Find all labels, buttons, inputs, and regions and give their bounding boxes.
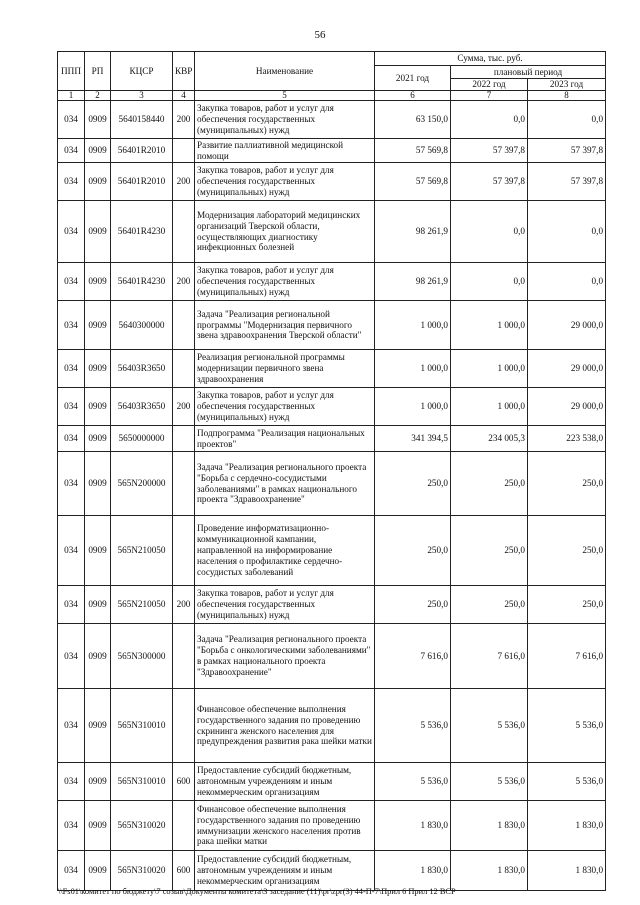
cell-v2021: 341 394,5 bbox=[375, 426, 451, 452]
cell-name: Закупка товаров, работ и услуг для обеспечения государственных (муниципальных) нужд bbox=[195, 586, 375, 624]
cell-name: Реализация региональной программы модернизации первичного звена здравоохранения bbox=[195, 350, 375, 388]
cell-v2023: 250,0 bbox=[528, 586, 606, 624]
cell-ppp: 034 bbox=[58, 426, 85, 452]
cell-rp: 0909 bbox=[85, 689, 111, 763]
cell-ppp: 034 bbox=[58, 301, 85, 350]
cell-kvr: 200 bbox=[173, 163, 195, 201]
cell-name: Закупка товаров, работ и услуг для обеспечения государственных (муниципальных) нужд bbox=[195, 263, 375, 301]
cell-kvr bbox=[173, 516, 195, 586]
cell-v2023: 250,0 bbox=[528, 516, 606, 586]
header-sum: Сумма, тыс. руб. bbox=[375, 52, 606, 66]
table-row bbox=[58, 201, 606, 263]
cell-ppp: 034 bbox=[58, 139, 85, 163]
cell-v2023: 1 830,0 bbox=[528, 801, 606, 851]
cell-kvr: 600 bbox=[173, 851, 195, 891]
cell-v2023: 0,0 bbox=[528, 201, 606, 263]
cell-ppp: 034 bbox=[58, 516, 85, 586]
cell-kvr: 200 bbox=[173, 263, 195, 301]
cell-v2021: 250,0 bbox=[375, 452, 451, 516]
cell-ppp: 034 bbox=[58, 350, 85, 388]
cell-v2023: 1 830,0 bbox=[528, 851, 606, 891]
cell-name: Развитие паллиативной медицинской помощи bbox=[195, 139, 375, 163]
cell-rp: 0909 bbox=[85, 426, 111, 452]
cell-name: Проведение информатизационно-коммуникационной кампании, направленной на информирование населения о профилактике сердечно-сосудистых заболеваний bbox=[195, 516, 375, 586]
cell-rp: 0909 bbox=[85, 388, 111, 426]
cell-v2023: 5 536,0 bbox=[528, 689, 606, 763]
cell-v2021: 1 000,0 bbox=[375, 350, 451, 388]
cell-v2022: 1 000,0 bbox=[451, 301, 528, 350]
cell-v2021: 5 536,0 bbox=[375, 763, 451, 801]
cell-rp: 0909 bbox=[85, 163, 111, 201]
cell-rp: 0909 bbox=[85, 763, 111, 801]
cell-kcsr: 56403R3650 bbox=[111, 350, 173, 388]
cell-v2021: 250,0 bbox=[375, 586, 451, 624]
cell-v2021: 7 616,0 bbox=[375, 624, 451, 689]
cell-v2022: 5 536,0 bbox=[451, 689, 528, 763]
cell-ppp: 034 bbox=[58, 763, 85, 801]
header-kcsr: КЦСР bbox=[111, 52, 173, 91]
cell-name: Предоставление субсидий бюджетным, автономным учреждениям и иным некоммерческим организациям bbox=[195, 763, 375, 801]
cell-v2023: 57 397,8 bbox=[528, 163, 606, 201]
header-kvr: КВР bbox=[173, 52, 195, 91]
cell-v2022: 1 000,0 bbox=[451, 388, 528, 426]
col-number: 6 bbox=[375, 91, 451, 101]
cell-kcsr: 565N310020 bbox=[111, 851, 173, 891]
cell-kcsr: 5640158440 bbox=[111, 101, 173, 139]
cell-v2023: 223 538,0 bbox=[528, 426, 606, 452]
cell-kcsr: 56401R4230 bbox=[111, 263, 173, 301]
table-row bbox=[58, 801, 606, 851]
cell-ppp: 034 bbox=[58, 163, 85, 201]
cell-kcsr: 565N300000 bbox=[111, 624, 173, 689]
cell-v2022: 1 000,0 bbox=[451, 350, 528, 388]
table-row bbox=[58, 426, 606, 452]
cell-rp: 0909 bbox=[85, 301, 111, 350]
table-row bbox=[58, 101, 606, 139]
cell-rp: 0909 bbox=[85, 452, 111, 516]
cell-ppp: 034 bbox=[58, 101, 85, 139]
cell-v2022: 234 005,3 bbox=[451, 426, 528, 452]
cell-name: Предоставление субсидий бюджетным, автономным учреждениям и иным некоммерческим организациям bbox=[195, 851, 375, 891]
cell-ppp: 034 bbox=[58, 851, 85, 891]
table-body bbox=[58, 101, 606, 891]
cell-v2021: 1 830,0 bbox=[375, 851, 451, 891]
cell-kvr bbox=[173, 139, 195, 163]
table-row bbox=[58, 763, 606, 801]
cell-kcsr: 56401R2010 bbox=[111, 163, 173, 201]
cell-name: Закупка товаров, работ и услуг для обеспечения государственных (муниципальных) нужд bbox=[195, 163, 375, 201]
cell-v2022: 1 830,0 bbox=[451, 851, 528, 891]
cell-kvr: 200 bbox=[173, 586, 195, 624]
cell-v2022: 1 830,0 bbox=[451, 801, 528, 851]
cell-rp: 0909 bbox=[85, 263, 111, 301]
header-2022: 2022 год bbox=[451, 79, 528, 91]
header-name: Наименование bbox=[195, 52, 375, 91]
cell-rp: 0909 bbox=[85, 624, 111, 689]
table-row bbox=[58, 516, 606, 586]
cell-name: Закупка товаров, работ и услуг для обеспечения государственных (муниципальных) нужд bbox=[195, 101, 375, 139]
cell-kcsr: 565N210050 bbox=[111, 516, 173, 586]
cell-v2021: 57 569,8 bbox=[375, 163, 451, 201]
table-row bbox=[58, 624, 606, 689]
cell-v2022: 5 536,0 bbox=[451, 763, 528, 801]
cell-v2023: 29 000,0 bbox=[528, 301, 606, 350]
cell-kvr bbox=[173, 452, 195, 516]
cell-v2023: 57 397,8 bbox=[528, 139, 606, 163]
cell-v2023: 0,0 bbox=[528, 101, 606, 139]
cell-v2021: 1 000,0 bbox=[375, 388, 451, 426]
cell-rp: 0909 bbox=[85, 801, 111, 851]
cell-v2021: 57 569,8 bbox=[375, 139, 451, 163]
cell-v2022: 57 397,8 bbox=[451, 163, 528, 201]
table-row bbox=[58, 586, 606, 624]
cell-v2023: 5 536,0 bbox=[528, 763, 606, 801]
cell-kvr: 600 bbox=[173, 763, 195, 801]
header-rp: РП bbox=[85, 52, 111, 91]
cell-kvr bbox=[173, 201, 195, 263]
cell-v2021: 5 536,0 bbox=[375, 689, 451, 763]
cell-v2021: 1 830,0 bbox=[375, 801, 451, 851]
cell-v2021: 98 261,9 bbox=[375, 201, 451, 263]
cell-name: Модернизация лабораторий медицинских организаций Тверской области, осуществляющих диагностику инфекционных болезней bbox=[195, 201, 375, 263]
cell-v2021: 63 150,0 bbox=[375, 101, 451, 139]
col-number: 2 bbox=[85, 91, 111, 101]
cell-name: Финансовое обеспечение выполнения государственного задания по проведению иммунизации женского населения против рака шейки матки bbox=[195, 801, 375, 851]
cell-kcsr: 565N200000 bbox=[111, 452, 173, 516]
cell-ppp: 034 bbox=[58, 801, 85, 851]
cell-v2023: 0,0 bbox=[528, 263, 606, 301]
cell-ppp: 034 bbox=[58, 388, 85, 426]
cell-ppp: 034 bbox=[58, 586, 85, 624]
cell-v2022: 0,0 bbox=[451, 201, 528, 263]
cell-ppp: 034 bbox=[58, 201, 85, 263]
table-row bbox=[58, 689, 606, 763]
page-number: 56 bbox=[314, 29, 326, 41]
col-number: 3 bbox=[111, 91, 173, 101]
col-number: 4 bbox=[173, 91, 195, 101]
budget-table bbox=[57, 51, 606, 891]
table-row bbox=[58, 452, 606, 516]
col-number: 8 bbox=[528, 91, 606, 101]
cell-name: Закупка товаров, работ и услуг для обеспечения государственных (муниципальных) нужд bbox=[195, 388, 375, 426]
cell-kcsr: 56403R3650 bbox=[111, 388, 173, 426]
cell-v2022: 250,0 bbox=[451, 516, 528, 586]
cell-kcsr: 5650000000 bbox=[111, 426, 173, 452]
cell-ppp: 034 bbox=[58, 624, 85, 689]
cell-kvr bbox=[173, 426, 195, 452]
cell-v2021: 1 000,0 bbox=[375, 301, 451, 350]
cell-name: Финансовое обеспечение выполнения государственного задания по проведению скрининга женского населения для предупреждения развития рака шейки матки bbox=[195, 689, 375, 763]
cell-rp: 0909 bbox=[85, 851, 111, 891]
cell-kcsr: 565N310020 bbox=[111, 801, 173, 851]
cell-kvr bbox=[173, 350, 195, 388]
table-row bbox=[58, 263, 606, 301]
cell-v2022: 7 616,0 bbox=[451, 624, 528, 689]
header-2021: 2021 год bbox=[375, 66, 451, 91]
cell-v2023: 250,0 bbox=[528, 452, 606, 516]
cell-ppp: 034 bbox=[58, 452, 85, 516]
cell-kcsr: 56401R4230 bbox=[111, 201, 173, 263]
cell-v2022: 0,0 bbox=[451, 101, 528, 139]
cell-v2023: 7 616,0 bbox=[528, 624, 606, 689]
cell-kvr bbox=[173, 624, 195, 689]
cell-name: Подпрограмма "Реализация национальных проектов" bbox=[195, 426, 375, 452]
cell-v2022: 250,0 bbox=[451, 452, 528, 516]
cell-rp: 0909 bbox=[85, 586, 111, 624]
cell-rp: 0909 bbox=[85, 350, 111, 388]
cell-rp: 0909 bbox=[85, 201, 111, 263]
cell-v2023: 29 000,0 bbox=[528, 350, 606, 388]
cell-rp: 0909 bbox=[85, 101, 111, 139]
cell-v2021: 98 261,9 bbox=[375, 263, 451, 301]
cell-kvr bbox=[173, 689, 195, 763]
cell-ppp: 034 bbox=[58, 689, 85, 763]
header-ppp: ППП bbox=[58, 52, 85, 91]
cell-kcsr: 565N310010 bbox=[111, 763, 173, 801]
col-number: 7 bbox=[451, 91, 528, 101]
table-row bbox=[58, 139, 606, 163]
cell-kcsr: 565N210050 bbox=[111, 586, 173, 624]
cell-v2023: 29 000,0 bbox=[528, 388, 606, 426]
file-path-footer: \\Fs01\комитет по бюджету\7 созыв\Документы комитета\3 заседание (11)\pr\zpr(3) 44-П-7\Прил 6 Прил 12 ВСР bbox=[58, 887, 456, 896]
col-number: 1 bbox=[58, 91, 85, 101]
col-number: 5 bbox=[195, 91, 375, 101]
cell-rp: 0909 bbox=[85, 139, 111, 163]
cell-name: Задача "Реализация регионального проекта "Борьба с онкологическими заболеваниями" в рамках национального проекта "Здравоохранение" bbox=[195, 624, 375, 689]
cell-kcsr: 56401R2010 bbox=[111, 139, 173, 163]
cell-v2022: 250,0 bbox=[451, 586, 528, 624]
table-row bbox=[58, 388, 606, 426]
cell-name: Задача "Реализация регионального проекта "Борьба с сердечно-сосудистыми заболеваниями" в рамках национального проекта "Здравоохранение" bbox=[195, 452, 375, 516]
header-2023: 2023 год bbox=[528, 79, 606, 91]
cell-kvr: 200 bbox=[173, 101, 195, 139]
table-row bbox=[58, 301, 606, 350]
table-row bbox=[58, 163, 606, 201]
cell-name: Задача "Реализация региональной программы "Модернизация первичного звена здравоохранения Тверской области" bbox=[195, 301, 375, 350]
cell-rp: 0909 bbox=[85, 516, 111, 586]
cell-v2022: 0,0 bbox=[451, 263, 528, 301]
cell-kcsr: 5640300000 bbox=[111, 301, 173, 350]
table-row bbox=[58, 851, 606, 891]
cell-v2021: 250,0 bbox=[375, 516, 451, 586]
cell-kvr bbox=[173, 801, 195, 851]
table-row bbox=[58, 350, 606, 388]
cell-v2022: 57 397,8 bbox=[451, 139, 528, 163]
cell-kvr: 200 bbox=[173, 388, 195, 426]
header-plan-period: плановый период bbox=[451, 66, 606, 79]
cell-kvr bbox=[173, 301, 195, 350]
cell-kcsr: 565N310010 bbox=[111, 689, 173, 763]
cell-ppp: 034 bbox=[58, 263, 85, 301]
